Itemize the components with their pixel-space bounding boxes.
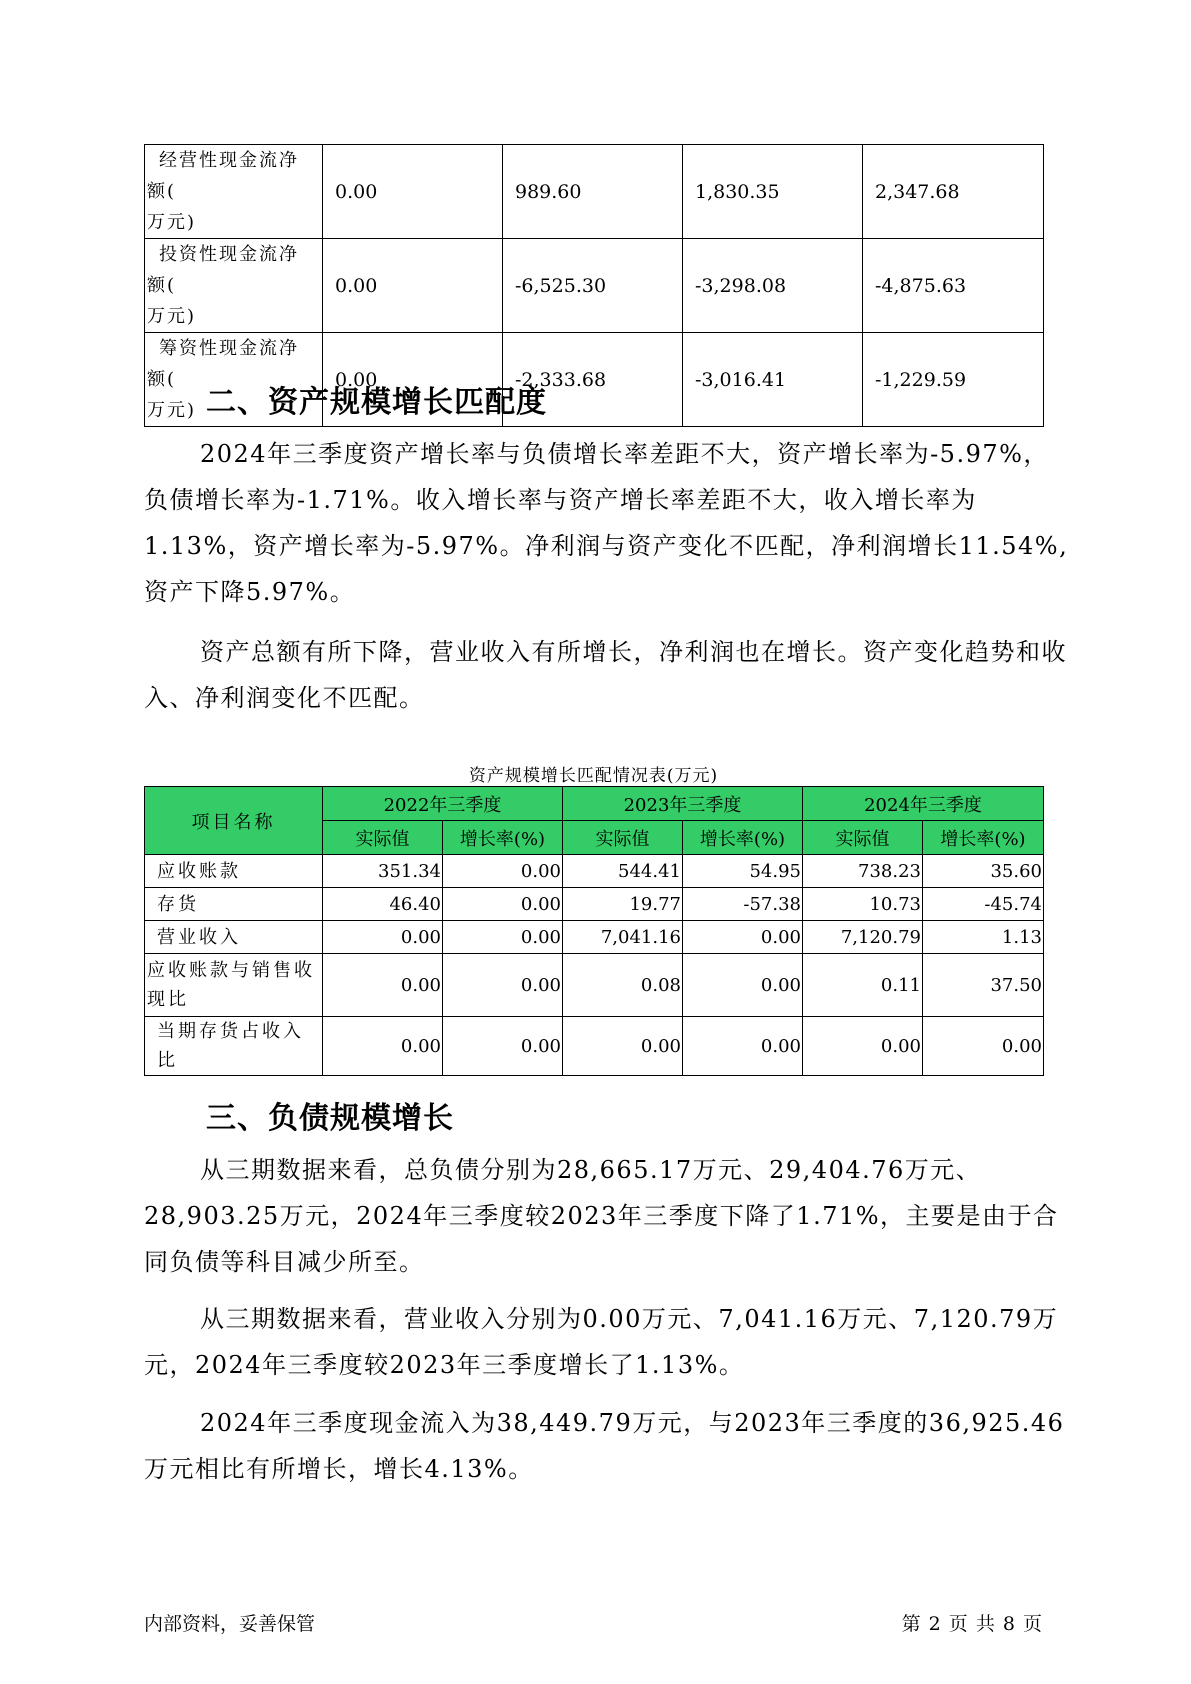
- table-cell: 351.34: [323, 855, 443, 888]
- table-cell: 0.00: [323, 954, 443, 1017]
- table-cell: 46.40: [323, 888, 443, 921]
- paragraph: 从三期数据来看，营业收入分别为0.00万元、7,041.16万元、7,120.79万元，2024年三季度较2023年三季度增长了1.13%。: [144, 1305, 1059, 1379]
- paragraph: 从三期数据来看，总负债分别为28,665.17万元、29,404.76万元、28,903.25万元，2024年三季度较2023年三季度下降了1.71%，主要是由于合同负债等科目减少所至。: [144, 1156, 1059, 1276]
- table-cell: 0.00: [443, 921, 563, 954]
- table-row: [145, 145, 1044, 239]
- table-row: [145, 239, 1044, 333]
- row-label: 存货: [145, 888, 323, 921]
- section-heading: 二、资产规模增长匹配度: [206, 385, 547, 420]
- table-cell: 0.00: [443, 855, 563, 888]
- section-heading: 三、负债规模增长: [206, 1101, 454, 1136]
- table-cell: -57.38: [683, 888, 803, 921]
- column-header: 项目名称: [145, 787, 323, 855]
- table-cell: 2,347.68: [863, 145, 1044, 239]
- table-row: [145, 954, 1044, 1017]
- table-cell: 0.00: [803, 1017, 923, 1076]
- column-header: 实际值: [563, 821, 683, 855]
- row-label: 应收账款: [145, 855, 323, 888]
- row-label: 应收账款与销售收现比: [145, 954, 323, 1017]
- row-label: 筹资性现金流净额( 万元): [145, 333, 323, 427]
- table-row: [145, 855, 1044, 888]
- table-cell: 0.00: [323, 1017, 443, 1076]
- table-cell: 0.00: [323, 239, 503, 333]
- table-cell: 0.11: [803, 954, 923, 1017]
- table-cell: 544.41: [563, 855, 683, 888]
- table-cell: 0.00: [443, 888, 563, 921]
- table-cell: 19.77: [563, 888, 683, 921]
- row-label: 当期存货占收入比: [145, 1017, 323, 1076]
- table-cell: 0.00: [683, 1017, 803, 1076]
- table-cell: -45.74: [923, 888, 1044, 921]
- table-cell: -2,333.68: [503, 333, 683, 427]
- table-caption: 资产规模增长匹配情况表(万元): [468, 766, 719, 786]
- table-cell: 7,120.79: [803, 921, 923, 954]
- column-header: 增长率(%): [923, 821, 1044, 855]
- table-cell: 10.73: [803, 888, 923, 921]
- paragraph: 2024年三季度现金流入为38,449.79万元，与2023年三季度的36,925.46万元相比有所增长，增长4.13%。: [144, 1409, 1065, 1483]
- row-label: 营业收入: [145, 921, 323, 954]
- table-cell: -4,875.63: [863, 239, 1044, 333]
- table-cell: 0.00: [563, 1017, 683, 1076]
- table-row: [145, 1017, 1044, 1076]
- table-cell: 1,830.35: [683, 145, 863, 239]
- table-cell: -6,525.30: [503, 239, 683, 333]
- page-number: 第 2 页 共 8 页: [901, 1613, 1043, 1635]
- table-cell: 0.08: [563, 954, 683, 1017]
- table-cell: 0.00: [923, 1017, 1044, 1076]
- header-row: [145, 787, 1044, 821]
- table-cell: 54.95: [683, 855, 803, 888]
- table-cell: 989.60: [503, 145, 683, 239]
- period-header: 2022年三季度: [323, 787, 563, 821]
- table-cell: 0.00: [323, 333, 503, 427]
- table-cell: -3,298.08: [683, 239, 863, 333]
- asset-growth-table: [144, 786, 1044, 1076]
- column-header: 实际值: [323, 821, 443, 855]
- table-cell: 35.60: [923, 855, 1044, 888]
- period-header: 2024年三季度: [803, 787, 1044, 821]
- table-cell: 0.00: [323, 921, 443, 954]
- table-cell: 7,041.16: [563, 921, 683, 954]
- table-cell: -1,229.59: [863, 333, 1044, 427]
- table-cell: 0.00: [323, 145, 503, 239]
- table-cell: 0.00: [443, 954, 563, 1017]
- column-header: 增长率(%): [683, 821, 803, 855]
- table-cell: 37.50: [923, 954, 1044, 1017]
- period-header: 2023年三季度: [563, 787, 803, 821]
- table-row: [145, 921, 1044, 954]
- table-cell: -3,016.41: [683, 333, 863, 427]
- column-header: 实际值: [803, 821, 923, 855]
- table-cell: 738.23: [803, 855, 923, 888]
- table-cell: 0.00: [683, 921, 803, 954]
- table-row: [145, 888, 1044, 921]
- row-label: 经营性现金流净额( 万元): [145, 145, 323, 239]
- column-header: 增长率(%): [443, 821, 563, 855]
- paragraph: 资产总额有所下降，营业收入有所增长，净利润也在增长。资产变化趋势和收入、净利润变化不匹配。: [144, 638, 1067, 712]
- footer-confidential-note: 内部资料，妥善保管: [144, 1613, 316, 1635]
- table-cell: 0.00: [683, 954, 803, 1017]
- table-cell: 1.13: [923, 921, 1044, 954]
- row-label: 投资性现金流净额( 万元): [145, 239, 323, 333]
- table-cell: 0.00: [443, 1017, 563, 1076]
- paragraph: 2024年三季度资产增长率与负债增长率差距不大，资产增长率为-5.97%，负债增长率为-1.71%。收入增长率与资产增长率差距不大，收入增长率为1.13%，资产增长率为-5.97%。净利润与资产变化不匹配，净利润增长11.54%,资产下降5.97%。: [144, 440, 1069, 606]
